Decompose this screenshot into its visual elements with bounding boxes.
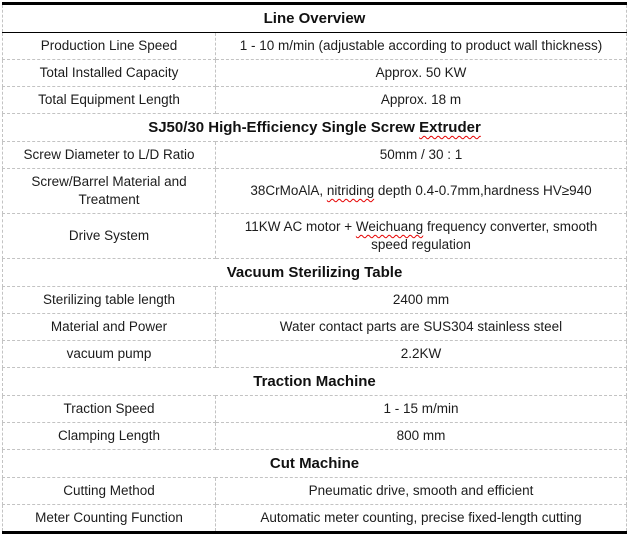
spec-value-text: 2.2KW bbox=[400, 346, 442, 361]
spec-label: Sterilizing table length bbox=[3, 287, 216, 314]
spec-value-text: 800 mm bbox=[396, 428, 446, 443]
table-row bbox=[3, 314, 627, 341]
spec-value bbox=[216, 169, 627, 214]
spec-value bbox=[216, 214, 627, 259]
table-row bbox=[3, 33, 627, 60]
spec-label: Screw Diameter to L/D Ratio bbox=[3, 142, 216, 169]
spec-value bbox=[216, 423, 627, 450]
table-row bbox=[3, 423, 627, 450]
spec-value bbox=[216, 396, 627, 423]
spec-label: Meter Counting Function bbox=[3, 505, 216, 533]
spec-value bbox=[216, 287, 627, 314]
spec-label: Production Line Speed bbox=[3, 33, 216, 60]
spec-label: Drive System bbox=[3, 214, 216, 259]
spec-value bbox=[216, 33, 627, 60]
spec-value-text: depth 0.4-0.7mm,hardness HV≥940 bbox=[374, 183, 592, 198]
spec-label: Material and Power bbox=[3, 314, 216, 341]
spec-label: Screw/Barrel Material and Treatment bbox=[3, 169, 216, 214]
table-row bbox=[3, 478, 627, 505]
section-header-text: Vacuum Sterilizing Table bbox=[226, 264, 403, 281]
spec-value bbox=[216, 478, 627, 505]
table-row bbox=[3, 60, 627, 87]
spec-value bbox=[216, 314, 627, 341]
section-header bbox=[3, 368, 627, 396]
table-row bbox=[3, 396, 627, 423]
spec-value bbox=[216, 142, 627, 169]
section-header-text: Traction Machine bbox=[253, 373, 376, 390]
section-header bbox=[3, 4, 627, 33]
spec-label: Total Equipment Length bbox=[3, 87, 216, 114]
spec-label: Clamping Length bbox=[3, 423, 216, 450]
misspelled-word: nitriding bbox=[326, 183, 375, 198]
spec-value bbox=[216, 341, 627, 368]
table-row bbox=[3, 341, 627, 368]
spec-value-text: 38CrMoAlA, bbox=[250, 183, 327, 198]
section-header-text: Cut Machine bbox=[269, 455, 360, 472]
section-header-text: SJ50/30 High-Efficiency Single Screw bbox=[148, 119, 420, 136]
spec-value-text: 2400 mm bbox=[392, 292, 450, 307]
spec-value bbox=[216, 505, 627, 533]
section-header-row bbox=[3, 4, 627, 33]
table-row bbox=[3, 87, 627, 114]
spec-value-text: 1 - 15 m/min bbox=[383, 401, 459, 416]
spec-table-body bbox=[3, 4, 627, 533]
table-row bbox=[3, 505, 627, 533]
table-row bbox=[3, 287, 627, 314]
spec-value-text: Pneumatic drive, smooth and efficient bbox=[308, 483, 534, 498]
section-header bbox=[3, 450, 627, 478]
spec-value-text: Approx. 18 m bbox=[380, 92, 462, 107]
section-header-text: Line Overview bbox=[263, 10, 366, 27]
section-header-row bbox=[3, 450, 627, 478]
spec-value-text: Approx. 50 KW bbox=[375, 65, 467, 80]
table-row bbox=[3, 169, 627, 214]
spec-value bbox=[216, 87, 627, 114]
spec-value bbox=[216, 60, 627, 87]
section-header-row bbox=[3, 114, 627, 142]
table-row bbox=[3, 214, 627, 259]
misspelled-word: Extruder bbox=[419, 119, 481, 136]
spec-value-text: 1 - 10 m/min (adjustable according to product wall thickness) bbox=[239, 38, 603, 53]
section-header-row bbox=[3, 259, 627, 287]
spec-value-text: speed regulation bbox=[371, 237, 471, 252]
spec-value-text: 11KW AC motor + bbox=[244, 219, 356, 234]
spec-label: Cutting Method bbox=[3, 478, 216, 505]
section-header-row bbox=[3, 368, 627, 396]
spec-value-text: Water contact parts are SUS304 stainless steel bbox=[279, 319, 563, 334]
section-header bbox=[3, 114, 627, 142]
spec-value-text: 50mm / 30 : 1 bbox=[379, 147, 463, 162]
spec-table bbox=[2, 2, 627, 534]
table-row bbox=[3, 142, 627, 169]
spec-value-text: frequency converter, smooth bbox=[423, 219, 598, 234]
spec-label: Traction Speed bbox=[3, 396, 216, 423]
section-header bbox=[3, 259, 627, 287]
spec-label: Total Installed Capacity bbox=[3, 60, 216, 87]
misspelled-word: Weichuang bbox=[355, 219, 424, 234]
spec-value-text: Automatic meter counting, precise fixed-length cutting bbox=[260, 510, 582, 525]
spec-label: vacuum pump bbox=[3, 341, 216, 368]
